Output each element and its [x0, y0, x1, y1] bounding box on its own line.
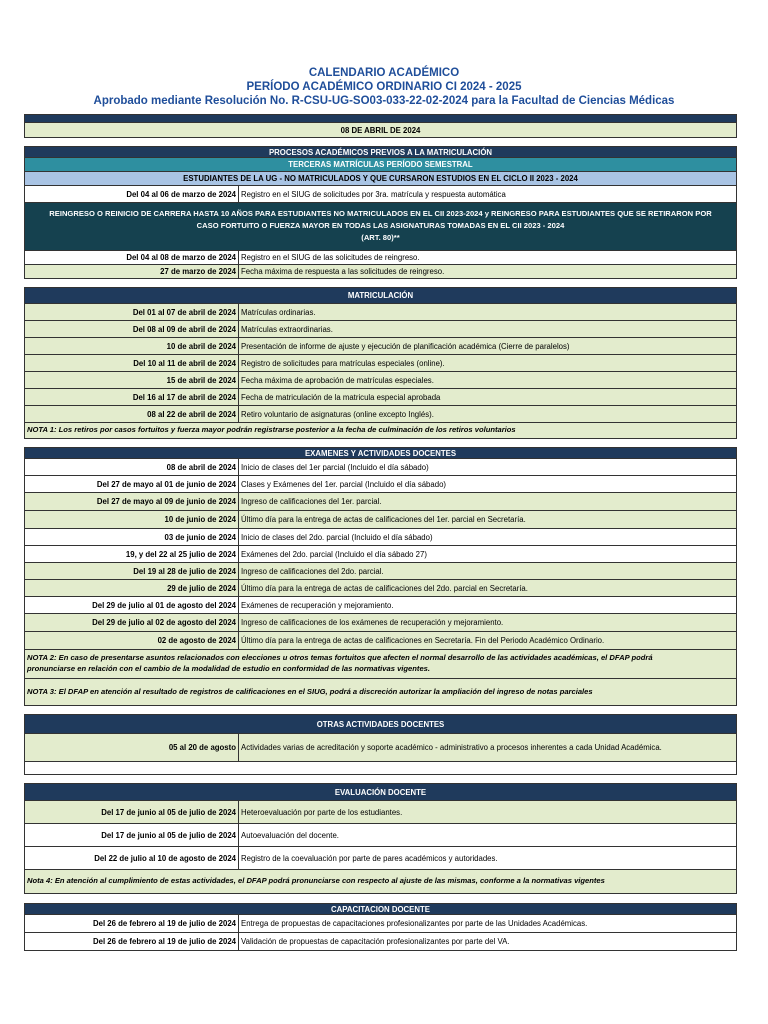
table-row — [24, 372, 737, 389]
section-capacitacion-title: CAPACITACION DOCENTE — [331, 904, 430, 914]
table-top-band — [24, 114, 737, 123]
spacer — [24, 706, 737, 714]
nota-1: NOTA 1: Los retiros por casos fortuitos y fuerza mayor podrán registrarse posterior a la fecha de culminación de los retiros voluntarios — [24, 423, 737, 439]
row-description: Validación de propuestas de capacitación profesionalizantes por parte del VA. — [241, 937, 510, 946]
table-row — [24, 389, 737, 406]
table-row — [24, 824, 737, 847]
row-date: 19, y del 22 al 25 julio de 2024 — [25, 546, 239, 562]
table-row — [24, 580, 737, 597]
table-row — [24, 511, 737, 529]
row-description: Registro en el SIUG de las solicitudes de reingreso. — [241, 253, 420, 262]
fecha-row — [24, 123, 737, 138]
row-date: Del 04 al 08 de marzo de 2024 — [25, 251, 239, 264]
table-row-empty — [24, 762, 737, 775]
spacer — [24, 138, 737, 146]
table-row — [24, 251, 737, 265]
row-date: 08 de abril de 2024 — [25, 459, 239, 475]
nota-2 — [24, 650, 737, 679]
table-row — [24, 734, 737, 762]
table-row — [24, 632, 737, 650]
table-row — [24, 338, 737, 355]
row-date: 03 de junio de 2024 — [25, 529, 239, 545]
row-description: Fecha máxima de respuesta a las solicitudes de reingreso. — [241, 267, 445, 276]
section-evaluacion-title: EVALUACIÓN DOCENTE — [334, 787, 427, 797]
table-row — [24, 265, 737, 279]
row-date: Del 29 de julio al 02 de agosto del 2024 — [25, 614, 239, 631]
table-row — [24, 529, 737, 546]
terceras-title: TERCERAS MATRÍCULAS PERÍODO SEMESTRAL — [288, 160, 473, 169]
table-row — [24, 563, 737, 580]
row-description: Clases y Exámenes del 1er. parcial (Incluido el día sábado) — [241, 479, 446, 489]
row-description: Registro en el SIUG de solicitudes por 3ra. matrícula y respuesta automática — [241, 189, 506, 199]
title-calendario: CALENDARIO ACADÉMICO — [308, 67, 460, 79]
spacer — [24, 894, 737, 903]
row-date: Del 10 al 11 de abril de 2024 — [25, 355, 239, 371]
table-row — [24, 546, 737, 563]
table-row — [24, 915, 737, 933]
row-date: Del 27 de mayo al 09 de junio de 2024 — [25, 493, 239, 510]
row-date: 27 de marzo de 2024 — [25, 265, 239, 278]
section-procesos-header — [24, 146, 737, 158]
row-date: Del 04 al 06 de marzo de 2024 — [25, 186, 239, 202]
row-description: Exámenes del 2do. parcial (Incluido el día sábado 27) — [241, 549, 427, 559]
estudiantes-header — [24, 172, 737, 186]
spacer — [24, 775, 737, 783]
row-date: Del 19 al 28 de julio de 2024 — [25, 563, 239, 579]
row-description: Ingreso de calificaciones del 2do. parcial. — [241, 566, 384, 576]
row-description: Entrega de propuestas de capacitaciones profesionalizantes por parte de las Unidades Académicas. — [241, 919, 588, 928]
row-description: Registro de solicitudes para matrículas especiales (online). — [241, 358, 445, 368]
row-description: Último día para la entrega de actas de calificaciones en Secretaría. Fin del Periodo Académico Ordinario. — [241, 636, 605, 645]
row-date: Del 27 de mayo al 01 de junio de 2024 — [25, 476, 239, 492]
table-row — [24, 459, 737, 476]
row-date: Del 22 de julio al 10 de agosto de 2024 — [25, 847, 239, 869]
table-row — [24, 476, 737, 493]
section-matriculacion-title: MATRICULACIÓN — [347, 291, 414, 300]
row-description: Retiro voluntario de asignaturas (online excepto Inglés). — [241, 409, 434, 419]
row-description: Heteroevaluación por parte de los estudiantes. — [241, 807, 403, 817]
reingreso-header — [24, 203, 737, 251]
section-capacitacion-header — [24, 903, 737, 915]
table-row — [24, 597, 737, 614]
spacer — [24, 439, 737, 447]
row-description: Autoevaluación del docente. — [241, 830, 339, 840]
row-date: 29 de julio de 2024 — [25, 580, 239, 596]
row-date: Del 26 de febrero al 19 de julio de 2024 — [25, 933, 239, 950]
table-row — [24, 355, 737, 372]
table-row — [24, 801, 737, 824]
estudiantes-title: ESTUDIANTES DE LA UG - NO MATRICULADOS Y QUE CURSARON ESTUDIOS EN EL CICLO II 2023 - 2024 — [183, 174, 578, 183]
table-row — [24, 847, 737, 870]
row-date: 15 de abril de 2024 — [25, 372, 239, 388]
section-examenes-header — [24, 447, 737, 459]
title-periodo: PERÍODO ACADÉMICO ORDINARIO CI 2024 - 2025 — [246, 81, 522, 93]
section-matriculacion-header — [24, 287, 737, 304]
row-description: Matrículas extraordinarias. — [241, 324, 333, 334]
title-resolucion: Aprobado mediante Resolución No. R-CSU-UG-SO03-033-22-02-2024 para la Facultad de Ciencias Médicas — [93, 95, 675, 107]
row-description: Exámenes de recuperación y mejoramiento. — [241, 600, 394, 610]
reingreso-line3: (ART. 80)** — [361, 233, 400, 242]
row-description: Último día para la entrega de actas de calificaciones del 1er. parcial en Secretaría. — [241, 515, 526, 524]
section-otras-header — [24, 714, 737, 734]
table-row — [24, 186, 737, 203]
row-date: Del 08 al 09 de abril de 2024 — [25, 321, 239, 337]
calendar-table — [24, 114, 737, 951]
section-evaluacion-header — [24, 783, 737, 801]
section-procesos-title: PROCESOS ACADÉMICOS PREVIOS A LA MATRICULACIÓN — [268, 147, 493, 157]
nota-2-line2: pronunciarse en relación con el cambio de la modalidad de estudio en conformidad de las normativas vigentes. — [27, 663, 430, 673]
row-description: Registro de la coevaluación por parte de pares académicos y autoridades. — [241, 853, 498, 863]
nota-2-line1: NOTA 2: En caso de presentarse asuntos relacionados con elecciones u otros temas fortuitos que afecten el normal desarrollo de las actividades académicas, el DFAP podrá — [27, 653, 653, 662]
fecha-label: 08 DE ABRIL DE 2024 — [340, 125, 421, 135]
table-row — [24, 321, 737, 338]
table-row — [24, 933, 737, 951]
row-date: Del 17 de junio al 05 de julio de 2024 — [25, 801, 239, 823]
reingreso-line2: CASO FORTUITO O FUERZA MAYOR EN TODAS LAS ASIGNATURAS TOMADAS EN EL CII 2023 - 2024 — [196, 221, 565, 230]
table-row — [24, 406, 737, 423]
row-date: 10 de abril de 2024 — [25, 338, 239, 354]
table-row — [24, 304, 737, 321]
document-header — [0, 66, 768, 108]
row-date: Del 01 al 07 de abril de 2024 — [25, 304, 239, 320]
row-description: Fecha máxima de aprobación de matrículas especiales. — [241, 375, 434, 385]
nota-4: Nota 4: En atención al cumplimiento de estas actividades, el DFAP podrá pronunciarse con respecto al ajuste de las mismas, conforme a la normativas vigentes — [24, 870, 737, 894]
terceras-header — [24, 158, 737, 172]
row-date: 08 al 22 de abril de 2024 — [25, 406, 239, 422]
row-description: Último día para la entrega de actas de calificaciones del 2do. parcial en Secretaría. — [241, 583, 528, 593]
row-date: 10 de junio de 2024 — [25, 511, 239, 528]
spacer — [24, 279, 737, 287]
nota-3: NOTA 3: El DFAP en atención al resultado de registros de calificaciones en el SIUG, podrá a discreción autorizar la ampliación del ingreso de notas parciales — [24, 679, 737, 706]
reingreso-line1: REINGRESO O REINICIO DE CARRERA HASTA 10 AÑOS PARA ESTUDIANTES NO MATRICULADOS EN EL CII 2023-2024 y REINGRESO PARA ESTUDIANTES QUE SE RETIRARON POR — [49, 209, 712, 218]
section-otras-title: OTRAS ACTIVIDADES DOCENTES — [316, 719, 445, 729]
row-date: Del 26 de febrero al 19 de julio de 2024 — [25, 915, 239, 932]
row-description: Ingreso de calificaciones del 1er. parcial. — [241, 497, 382, 506]
row-description: Inicio de clases del 1er parcial (Incluido el día sábado) — [241, 462, 429, 472]
row-date: Del 17 de junio al 05 de julio de 2024 — [25, 824, 239, 846]
row-date: 05 al 20 de agosto — [25, 734, 239, 761]
row-description: Inicio de clases del 2do. parcial (Incluido el día sábado) — [241, 532, 433, 542]
table-row — [24, 493, 737, 511]
row-description: Matrículas ordinarias. — [241, 307, 316, 317]
row-date: 02 de agosto de 2024 — [25, 632, 239, 649]
row-date: Del 16 al 17 de abril de 2024 — [25, 389, 239, 405]
row-date: Del 29 de julio al 01 de agosto del 2024 — [25, 597, 239, 613]
table-row — [24, 614, 737, 632]
row-description: Actividades varias de acreditación y soporte académico - administrativo a procesos inherentes a cada Unidad Académica. — [241, 743, 662, 752]
row-description: Presentación de informe de ajuste y ejecución de planificación académica (Cierre de paralelos) — [241, 341, 570, 351]
row-description: Ingreso de calificaciones de los exámenes de recuperación y mejoramiento. — [241, 618, 504, 627]
section-examenes-title: EXAMENES Y ACTIVIDADES DOCENTES — [304, 448, 457, 458]
row-description: Fecha de matriculación de la matricula especial aprobada — [241, 392, 441, 402]
